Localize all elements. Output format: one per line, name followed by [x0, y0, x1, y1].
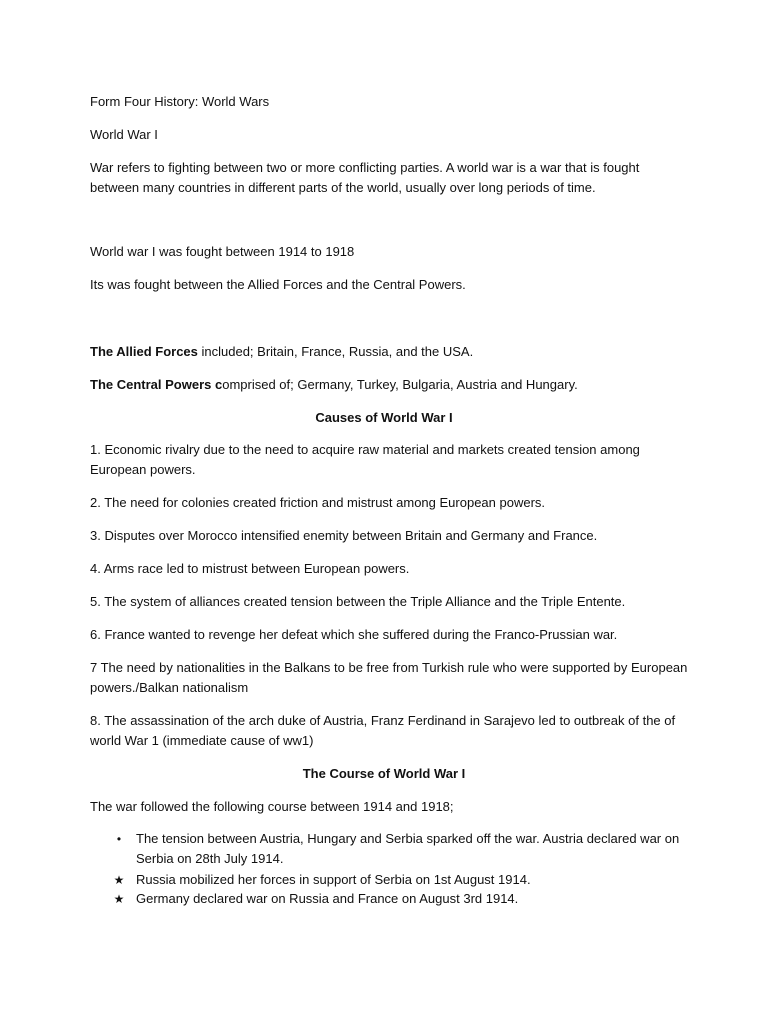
cause-item: 7 The need by nationalities in the Balkans to be free from Turkish rule who were supported by European powers./Balkan nationalism: [90, 660, 688, 695]
central-powers-label: The Central Powers c: [90, 377, 223, 392]
document-title: Form Four History: World Wars: [90, 94, 270, 109]
cause-item: 8. The assassination of the arch duke of Austria, Franz Ferdinand in Sarajevo led to outbreak of the of world War 1 (immediate cause of ww1): [90, 713, 676, 748]
central-powers-text: omprised of; Germany, Turkey, Bulgaria, Austria and Hungary.: [222, 377, 578, 392]
section-heading-ww1: World War I: [90, 127, 158, 142]
course-intro: The war followed the following course between 1914 and 1918;: [90, 799, 454, 814]
cause-item: 5. The system of alliances created tension between the Triple Alliance and the Triple Entente.: [90, 594, 626, 609]
definition-paragraph: War refers to fighting between two or more conflicting parties. A world war is a war that is fought between many countries in different parts of the world, usually over long periods of time.: [90, 160, 640, 195]
causes-heading: Causes of World War I: [315, 410, 453, 425]
allied-forces-text: included; Britain, France, Russia, and the USA.: [197, 344, 474, 359]
allied-forces-paragraph: [90, 342, 690, 362]
central-powers-paragraph: [90, 375, 690, 395]
course-item-text: The tension between Austria, Hungary and Serbia sparked off the war. Austria declared war on Serbia on 28th July 1914.: [136, 831, 680, 866]
cause-item: 1. Economic rivalry due to the need to acquire raw material and markets created tension among European powers.: [90, 442, 640, 477]
cause-item: 2. The need for colonies created friction and mistrust among European powers.: [90, 495, 546, 510]
cause-item: 6. France wanted to revenge her defeat which she suffered during the Franco-Prussian war.: [90, 627, 618, 642]
allied-forces-label: The Allied Forces: [90, 344, 198, 359]
star-bullet-icon: ★: [113, 873, 125, 887]
belligerents-paragraph: Its was fought between the Allied Forces and the Central Powers.: [90, 277, 466, 292]
bullet-dot-icon: •: [116, 832, 122, 846]
course-heading: The Course of World War I: [302, 766, 466, 781]
course-item-text: Russia mobilized her forces in support of Serbia on 1st August 1914.: [136, 872, 531, 887]
dates-paragraph: World war I was fought between 1914 to 1918: [90, 244, 355, 259]
cause-item: 4. Arms race led to mistrust between European powers.: [90, 561, 410, 576]
course-item-text: Germany declared war on Russia and France on August 3rd 1914.: [136, 891, 519, 906]
star-bullet-icon: ★: [113, 892, 125, 906]
cause-item: 3. Disputes over Morocco intensified enemity between Britain and Germany and France.: [90, 528, 598, 543]
